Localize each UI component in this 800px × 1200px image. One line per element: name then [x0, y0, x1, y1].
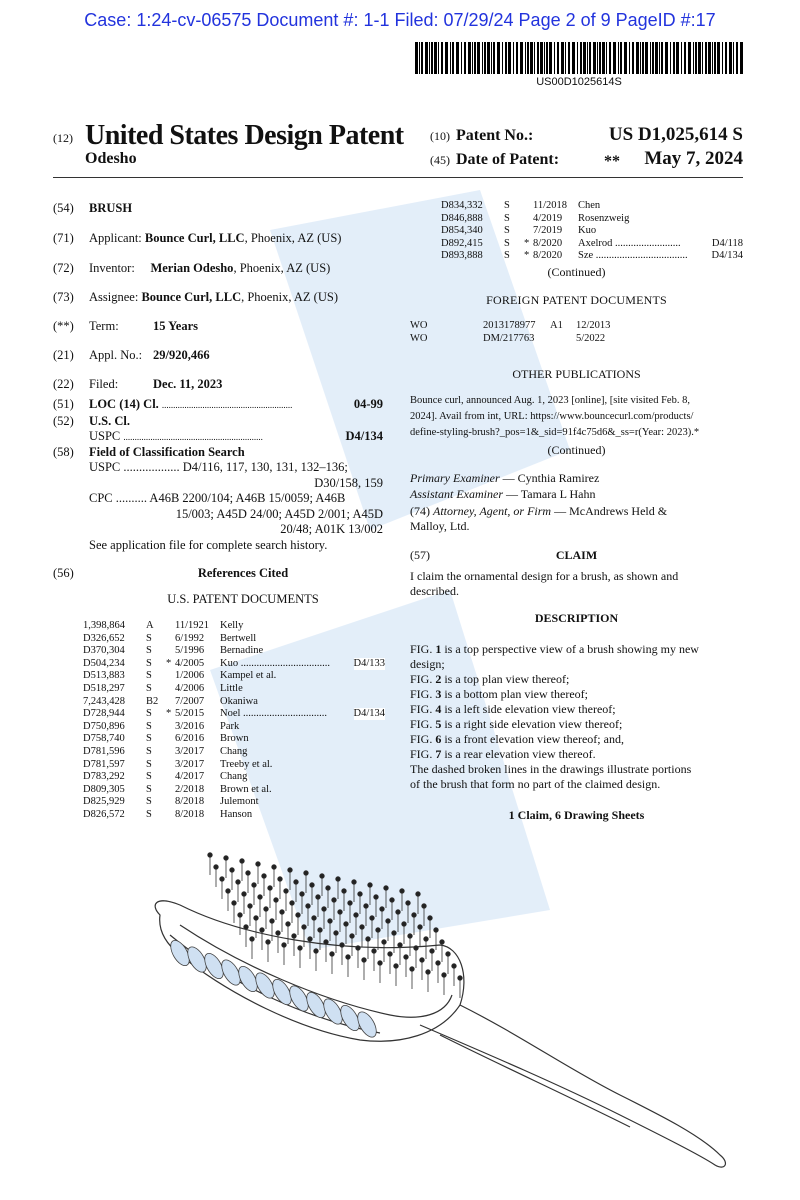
ref-name: Kelly [220, 620, 244, 631]
brush-bristle-tip [388, 952, 393, 957]
foreign-num: DM/217763 [483, 333, 535, 344]
field-73-assignee: (73) Assignee: Bounce Curl, LLC, Phoenix, AZ (US) [53, 290, 338, 304]
ref-date: 8/2018 [175, 809, 205, 820]
brush-bristle-tip [286, 922, 291, 927]
brush-bristle-tip [406, 901, 411, 906]
brush-bristle-tip [208, 853, 213, 858]
ref-num: D518,297 [83, 683, 125, 694]
ref-num: 7,243,428 [83, 695, 125, 707]
us-reference-row [83, 696, 385, 709]
right-reference-row [441, 238, 743, 251]
ref-name: Rosenzweig [578, 212, 630, 224]
brush-bristle-tip [282, 943, 287, 948]
brush-bristle-tip [244, 925, 249, 930]
ref-num: D370,304 [83, 645, 125, 657]
brush-bristle-tip [350, 934, 355, 939]
ref-num: D809,305 [83, 783, 125, 795]
brush-bristle-tip [452, 964, 457, 969]
right-reference-row [441, 250, 743, 263]
ref-date: 6/2016 [175, 733, 205, 745]
brush-bristle-tip [332, 898, 337, 903]
brush-bristle-tip [418, 925, 423, 930]
ref-name: Park [220, 720, 240, 732]
ref-kind: S [146, 720, 152, 732]
ref-name: Okaniwa [220, 695, 258, 707]
field-number-12: (12) [53, 131, 73, 145]
brush-bristle-tip [376, 928, 381, 933]
ref-kind: S [146, 657, 152, 669]
brush-bristle-tip [370, 916, 375, 921]
brush-bristle-tip [242, 892, 247, 897]
field-58-uspc: USPC .................. D4/116, 117, 130, 131, 132–136; [89, 460, 348, 474]
field-52-label: (52) U.S. Cl. [53, 414, 130, 428]
brush-bristle-tip [270, 919, 275, 924]
ref-num: D513,883 [83, 670, 125, 682]
brush-bristle-tip [364, 904, 369, 909]
ref-name: Kampel et al. [220, 670, 277, 682]
brush-bristle-tip [380, 907, 385, 912]
ref-name: Chen [578, 200, 601, 211]
ref-class: D4/133 [353, 657, 385, 669]
ref-kind: S [504, 212, 510, 224]
brush-bristle-tip [446, 952, 451, 957]
ref-num: D758,740 [83, 733, 125, 745]
brush-bristle-tip [342, 889, 347, 894]
field-56-num: (56) [53, 566, 74, 580]
brush-bristle-tip [398, 943, 403, 948]
ref-name: Kuo [578, 225, 597, 237]
ref-date: 5/1996 [175, 645, 205, 657]
ref-kind: S [146, 708, 152, 720]
ref-num: D783,292 [83, 771, 125, 783]
ref-kind: S [146, 670, 152, 682]
brush-bristle-tip [284, 889, 289, 894]
brush-bristle-tip [390, 898, 395, 903]
ref-name: Little [220, 683, 243, 694]
foreign-date: 5/2022 [576, 333, 606, 344]
brush-bristle-tip [358, 892, 363, 897]
brush-bristle-tip [386, 919, 391, 924]
brush-bristle-tip [236, 880, 241, 885]
description-line: FIG. 1 is a top perspective view of a brush showing my new [410, 642, 699, 656]
ref-date: 6/1992 [175, 632, 205, 644]
ref-name: Kuo .................................. [220, 657, 330, 669]
us-reference-row [83, 759, 385, 772]
ref-star: * [524, 237, 530, 249]
brush-bristle-tip [334, 931, 339, 936]
brush-bristle-tip [310, 883, 315, 888]
brush-bristle-tip [220, 877, 225, 882]
claim-num: (57) [410, 548, 430, 562]
field-22-filed: (22) Filed: Dec. 11, 2023 [53, 377, 223, 391]
brush-bristle-tip [356, 946, 361, 951]
ref-name: Bernadine [220, 645, 264, 657]
brush-bristle-tip [336, 877, 341, 882]
brush-bristle-tip [250, 937, 255, 942]
ref-date: 11/2018 [533, 200, 568, 211]
brush-bristle-tip [372, 949, 377, 954]
description-line: FIG. 7 is a rear elevation view thereof. [410, 747, 596, 761]
brush-bristle-tip [320, 874, 325, 879]
ref-name: Bertwell [220, 632, 257, 644]
ref-kind: S [146, 733, 152, 745]
brush-bristle-tip [416, 892, 421, 897]
patent-type-title: United States Design Patent [85, 120, 404, 151]
ref-kind: S [504, 225, 510, 237]
brush-bristle-tip [384, 886, 389, 891]
ref-name: Julemont [220, 796, 259, 808]
date-of-patent-label: (45) Date of Patent: [430, 151, 560, 168]
brush-drawing [140, 835, 740, 1175]
brush-bristle-tip [264, 907, 269, 912]
ref-num: D826,572 [83, 809, 125, 820]
ref-class: D4/134 [353, 708, 385, 720]
ref-name: Chang [220, 746, 248, 757]
field-58-cpc-1: CPC .......... A46B 2200/104; A46B 15/0059; A46B [89, 491, 346, 505]
description-heading: DESCRIPTION [534, 611, 619, 625]
brush-bristle-tip [378, 961, 383, 966]
brush-bristle-tip [430, 949, 435, 954]
brush-bristle-tip [374, 895, 379, 900]
brush-bristle-tip [346, 955, 351, 960]
us-reference-row [83, 809, 385, 822]
ref-date: 1/2006 [175, 670, 205, 682]
ref-date: 8/2018 [175, 796, 205, 808]
patent-number: US D1,025,614 S [608, 124, 743, 145]
foreign-num: 2013178977 [483, 320, 536, 331]
brush-bristle-tip [426, 970, 431, 975]
brush-bristle-tip [224, 856, 229, 861]
ref-class: D4/134 [711, 250, 743, 262]
us-reference-row [83, 620, 385, 633]
ref-num: D892,415 [441, 237, 483, 249]
brush-bristle-tip [394, 964, 399, 969]
us-reference-row [83, 683, 385, 696]
brush-bristle-tip [340, 943, 345, 948]
ref-date: 4/2005 [175, 657, 205, 669]
ref-kind: S [504, 237, 510, 249]
ref-kind: S [146, 683, 152, 694]
ref-name: Hanson [220, 809, 253, 820]
brush-bristle-tip [324, 940, 329, 945]
us-reference-row [83, 708, 385, 721]
ref-star: * [166, 708, 172, 720]
brush-bristle-tip [280, 910, 285, 915]
ref-kind: S [504, 200, 510, 211]
ref-date: 11/1921 [175, 620, 210, 631]
ref-kind: S [146, 783, 152, 795]
right-reference-row [441, 225, 743, 238]
foreign-date: 12/2013 [576, 320, 611, 331]
ref-num: D834,332 [441, 200, 483, 211]
description-line: FIG. 5 is a right side elevation view thereof; [410, 717, 623, 731]
brush-bristle-tip [258, 895, 263, 900]
ref-num: 1,398,864 [83, 620, 125, 631]
ref-kind: A [146, 620, 154, 631]
description-line: FIG. 2 is a top plan view thereof; [410, 672, 570, 686]
continued-1: (Continued) [547, 265, 606, 279]
ref-date: 4/2019 [533, 212, 563, 224]
field-51-loc: (51) LOC (14) Cl. .......................................................... 04-99 [53, 397, 383, 411]
right-reference-row [441, 213, 743, 226]
brush-bristle-tip [428, 916, 433, 921]
brush-bristle-tip [396, 910, 401, 915]
inventor-short-name: Odesho [85, 150, 137, 167]
ref-num: D893,888 [441, 250, 483, 262]
ref-kind: S [146, 746, 152, 757]
ref-kind: S [146, 758, 152, 770]
ref-name: Axelrod ......................... [578, 237, 681, 249]
barcode [415, 42, 743, 74]
date-mark: ** [604, 153, 620, 170]
description-line: FIG. 3 is a bottom plan view thereof; [410, 687, 588, 701]
us-reference-row [83, 771, 385, 784]
ref-date: 3/2017 [175, 746, 205, 757]
ref-kind: S [146, 632, 152, 644]
brush-bristle-tip [312, 916, 317, 921]
ref-name: Treeby et al. [220, 758, 273, 770]
us-reference-row [83, 670, 385, 683]
field-58-note: See application file for complete search history. [89, 538, 328, 552]
brush-bristle-tip [402, 922, 407, 927]
claim-text-2: described. [410, 584, 459, 598]
ref-date: 8/2020 [533, 250, 563, 262]
brush-bristle-tip [328, 919, 333, 924]
other-publications-heading: OTHER PUBLICATIONS [512, 367, 641, 381]
brush-bristle-tip [256, 862, 261, 867]
patent-number-label: (10) Patent No.: [430, 127, 534, 144]
us-reference-row [83, 633, 385, 646]
brush-bristle-tip [288, 868, 293, 873]
brush-bristle-tip [392, 931, 397, 936]
ref-kind: S [504, 250, 510, 262]
brush-bristle-tip [302, 925, 307, 930]
brush-bristle-tip [314, 949, 319, 954]
field-52-uspc: USPC .............................................................. D4/134 [89, 429, 383, 443]
case-header: Case: 1:24-cv-06575 Document #: 1-1 Filed: 07/29/24 Page 2 of 9 PageID #:17 [84, 10, 716, 30]
brush-bristle-tip [308, 937, 313, 942]
field-58-cpc-2: 15/003; A45D 24/00; A45D 2/001; A45D [175, 507, 383, 521]
us-reference-row [83, 784, 385, 797]
attorney-line-2: Malloy, Ltd. [410, 519, 470, 533]
brush-bristle-tip [298, 946, 303, 951]
attorney: (74) Attorney, Agent, or Firm — McAndrews Held & [410, 504, 668, 518]
brush-bristle-tip [338, 910, 343, 915]
brush-bristle-tip [410, 967, 415, 972]
brush-bristle-tip [344, 922, 349, 927]
brush-bristle-tip [230, 868, 235, 873]
ref-kind: S [146, 771, 152, 783]
brush-bristle-tip [440, 940, 445, 945]
brush-bristle-tip [254, 916, 259, 921]
ref-num: D326,652 [83, 632, 125, 644]
ref-num: D504,234 [83, 657, 125, 669]
brush-bristle-tip [260, 928, 265, 933]
ref-num: D781,596 [83, 746, 125, 757]
description-line: FIG. 6 is a front elevation view thereof; and, [410, 732, 624, 746]
brush-bristle-tip [354, 913, 359, 918]
brush-bristle-tip [326, 886, 331, 891]
brush-bristle-tip [296, 913, 301, 918]
brush-bristle-tip [408, 934, 413, 939]
foreign-patent-documents-heading: FOREIGN PATENT DOCUMENTS [486, 293, 667, 307]
brush-bristle-tip [360, 925, 365, 930]
brush-bristle-tip [368, 883, 373, 888]
ref-class: D4/118 [711, 237, 743, 249]
brush-bristle-tip [232, 901, 237, 906]
brush-bristle-tip [422, 904, 427, 909]
ref-name: Sze ................................... [578, 250, 688, 262]
ref-num: D854,340 [441, 225, 483, 237]
header-rule [53, 177, 743, 178]
barcode-number: US00D1025614S [536, 76, 622, 88]
brush-bristle-tip [246, 871, 251, 876]
ref-name: Chang [220, 771, 248, 783]
brush-bristle-tip [382, 940, 387, 945]
brush-bristle-tip [252, 883, 257, 888]
ref-date: 3/2016 [175, 720, 205, 732]
references-cited-heading: References Cited [197, 566, 289, 580]
ref-name: Brown [220, 733, 249, 745]
assistant-examiner: Assistant Examiner — Tamara L Hahn [410, 487, 596, 501]
field-58-uspc-2: D30/158, 159 [314, 476, 383, 490]
field-21-appl-no: (21) Appl. No.: 29/920,466 [53, 348, 210, 362]
ref-star: * [166, 657, 172, 669]
ref-num: D781,597 [83, 758, 125, 770]
brush-bristle-tip [262, 874, 267, 879]
date-of-patent: May 7, 2024 [644, 148, 743, 169]
field-58-label: (58) Field of Classification Search [53, 445, 245, 459]
ref-kind: S [146, 796, 152, 808]
us-reference-row [83, 645, 385, 658]
ref-date: 4/2006 [175, 683, 205, 694]
claim-heading: CLAIM [555, 548, 598, 562]
other-publications-text: Bounce curl, announced Aug. 1, 2023 [online], [site visited Feb. 8, 2024]. Avail from int, URL: https://www.bouncecurl.com/products/ define-styling-brush?_pos=1&_sid=91f4c75d6&_ss=r(Year: 2023).* [410, 395, 700, 438]
brush-bristle-tip [316, 895, 321, 900]
ref-date: 5/2015 [175, 708, 205, 720]
us-reference-row [83, 721, 385, 734]
brush-bristle-tip [292, 934, 297, 939]
brush-bristle-tip [330, 952, 335, 957]
ref-date: 7/2019 [533, 225, 563, 237]
description-line: of the brush that form no part of the claimed design. [410, 777, 661, 791]
brush-bristle-tip [442, 973, 447, 978]
ref-date: 7/2007 [175, 695, 205, 707]
description-line: The dashed broken lines in the drawings illustrate portions [410, 762, 692, 776]
claims-count: 1 Claim, 6 Drawing Sheets [508, 808, 645, 822]
description-line: FIG. 4 is a left side elevation view thereof; [410, 702, 616, 716]
continued-2: (Continued) [547, 443, 606, 457]
brush-bristle-tip [240, 859, 245, 864]
claim-text-1: I claim the ornamental design for a brush, as shown and [410, 569, 679, 583]
brush-bristle-tip [214, 865, 219, 870]
brush-bristle-tip [414, 946, 419, 951]
ref-kind: B2 [146, 695, 159, 707]
brush-bristle-tip [226, 889, 231, 894]
brush-bristle-tip [278, 877, 283, 882]
brush-bristle-tip [436, 961, 441, 966]
ref-date: 3/2017 [175, 758, 205, 770]
foreign-country: WO [410, 333, 428, 344]
field-58-cpc-3: 20/48; A01K 13/002 [280, 522, 383, 536]
brush-bristle-tip [352, 880, 357, 885]
right-reference-row [441, 200, 743, 213]
brush-bristle-tip [276, 931, 281, 936]
foreign-kind: A1 [550, 320, 563, 331]
brush-bristle-tip [362, 958, 367, 963]
brush-bristle-tip [272, 865, 277, 870]
primary-examiner: Primary Examiner — Cynthia Ramirez [410, 471, 600, 485]
field-72-inventor: (72) Inventor: Merian Odesho, Phoenix, AZ (US) [53, 261, 331, 275]
brush-bristle-tip [322, 907, 327, 912]
description-text [410, 642, 699, 792]
us-reference-row [83, 733, 385, 746]
description-line: design; [410, 657, 445, 671]
ref-star: * [524, 250, 530, 262]
us-reference-row [83, 796, 385, 809]
ref-kind: S [146, 809, 152, 820]
field-54: (54) BRUSH [53, 201, 133, 215]
ref-num: D846,888 [441, 212, 483, 224]
brush-bristle-tip [248, 904, 253, 909]
brush-bristle-tip [300, 892, 305, 897]
brush-bristle-tip [318, 928, 323, 933]
ref-kind: S [146, 645, 152, 657]
brush-bristle-tip [306, 904, 311, 909]
us-patent-documents-heading: U.S. PATENT DOCUMENTS [167, 592, 319, 606]
brush-bristle-tip [268, 886, 273, 891]
brush-bristle-tip [266, 940, 271, 945]
brush-bristle-tip [304, 871, 309, 876]
field-term: (**) Term: 15 Years [53, 319, 199, 333]
field-71-applicant: (71) Applicant: Bounce Curl, LLC, Phoenix, AZ (US) [53, 231, 342, 245]
brush-bristle-tip [458, 976, 463, 981]
brush-bristle-tip [420, 958, 425, 963]
brush-bristle-tip [424, 937, 429, 942]
brush-bristle-tip [274, 898, 279, 903]
brush-bristle-tip [412, 913, 417, 918]
ref-num: D750,896 [83, 720, 125, 732]
us-reference-row [83, 746, 385, 759]
ref-name: Noel ................................ [220, 708, 328, 720]
foreign-country: WO [410, 320, 428, 331]
brush-bristle-tip [348, 901, 353, 906]
brush-bristle-tip [434, 928, 439, 933]
ref-name: Brown et al. [220, 783, 272, 795]
brush-bristle-tip [366, 937, 371, 942]
brush-bristle-tip [400, 889, 405, 894]
ref-date: 2/2018 [175, 783, 205, 795]
brush-bristle-tip [290, 901, 295, 906]
us-reference-row [83, 658, 385, 671]
ref-num: D728,944 [83, 708, 125, 720]
ref-date: 8/2020 [533, 237, 563, 249]
brush-bristle-tip [238, 913, 243, 918]
ref-num: D825,929 [83, 796, 125, 808]
brush-bristle-tip [404, 955, 409, 960]
ref-date: 4/2017 [175, 771, 205, 783]
brush-bristle-tip [294, 880, 299, 885]
